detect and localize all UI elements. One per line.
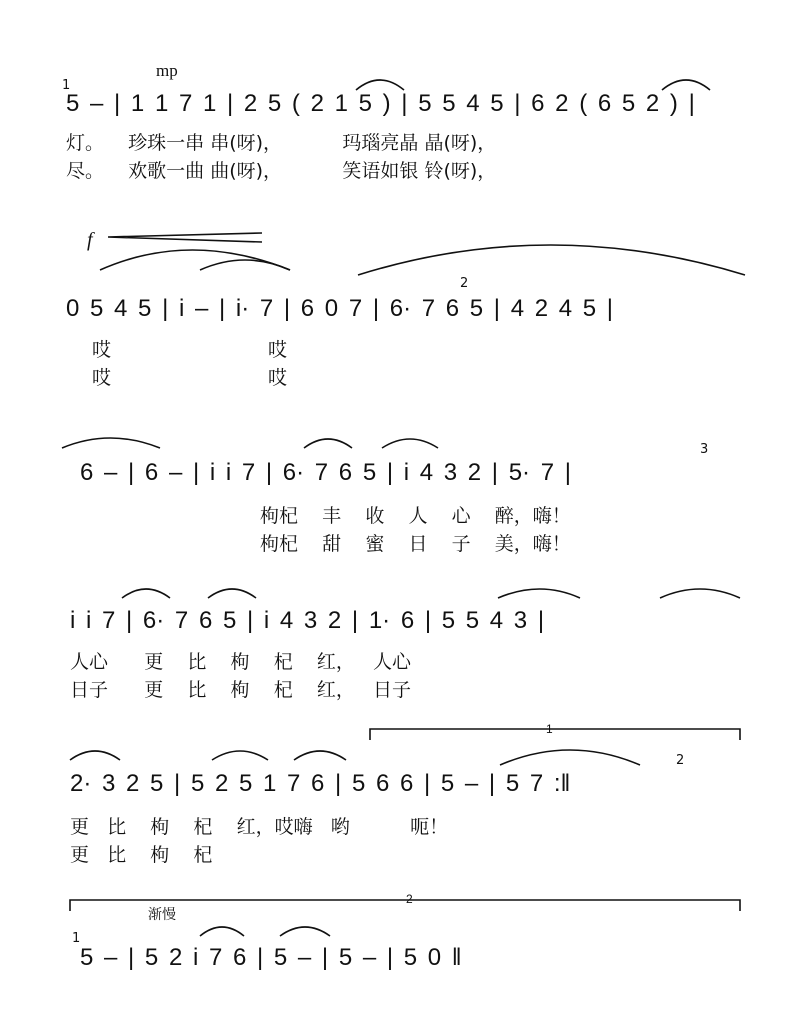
row1-lyric2: 尽。 欢歌一曲 曲(呀)， 笑语如银 铃(呀)， [66,160,497,182]
slur [500,750,640,765]
grace-note: 2 [460,276,469,291]
row1-notes: 5 – | 1 1 7 1 | 2 5 ( 2 1 5 ) | 5 5 4 5 | 6 2 ( 6 5 2 ) | [66,90,695,117]
slur [200,260,290,270]
row2-lyric1: 哎 哎 [92,339,288,361]
row1-lyric1: 灯。 珍珠一串 串(呀)， 玛瑙亮晶 晶(呀)， [66,132,497,154]
slur [70,751,120,760]
crescendo-hairpin [108,233,262,242]
row3-lyric2: 枸杞 甜 蜜 日 子 美，嗨！ [260,533,571,555]
slur [62,438,160,448]
slur [212,751,268,760]
row5-notes: 2· 3 2 5 | 5 2 5 1 7 6 | 5 6 6 | 5 – | 5 7 :‖ [70,770,571,797]
row3-notes: 6 – | 6 – | i i 7 | 6· 7 6 5 | i 4 3 2 | 5· 7 | [80,459,571,486]
row2-lyric2: 哎 哎 [92,367,288,389]
grace-note: 2 [676,753,685,768]
slur [662,80,710,90]
tempo-change: 渐慢 [148,907,176,923]
row4-notes: i i 7 | 6· 7 6 5 | i 4 3 2 | 1· 6 | 5 5 4 3 | [70,607,545,634]
grace-note: 1 [62,78,71,93]
slur [208,589,256,598]
slur [304,439,352,448]
slur [358,245,745,275]
slur [356,80,404,90]
grace-note: 1 [72,931,81,946]
slur [498,589,580,598]
row5-lyric1: 更 比 枸 杞 红，哎嗨 哟 呃！ [70,816,449,838]
volta-1-label: 1 [546,722,553,736]
slur [382,439,438,448]
dynamic-mp: mp [156,61,178,80]
slur [100,250,290,270]
slur [200,927,244,936]
grace-note: 3 [700,442,709,457]
slur [294,751,346,760]
volta-1-bracket [370,729,740,740]
slur [660,589,740,598]
volta-2-bracket [70,900,740,911]
row5-lyric2: 更 比 枸 杞 [70,844,213,866]
slur [280,927,330,936]
dynamic-f: f [87,229,93,251]
volta-2-label: 2 [406,892,413,906]
row4-lyric2: 日子 更 比 枸 杞 红， 日子 [70,679,411,701]
row3-lyric1: 枸杞 丰 收 人 心 醉，嗨！ [260,505,571,527]
slur [122,589,170,598]
row6-notes: 5 – | 5 2 i 7 6 | 5 – | 5 – | 5 0 ‖ [80,944,462,971]
row4-lyric1: 人心 更 比 枸 杞 红， 人心 [70,651,411,673]
row2-notes: 0 5 4 5 | i – | i· 7 | 6 0 7 | 6· 7 6 5 | 4 2 4 5 | [66,295,613,322]
